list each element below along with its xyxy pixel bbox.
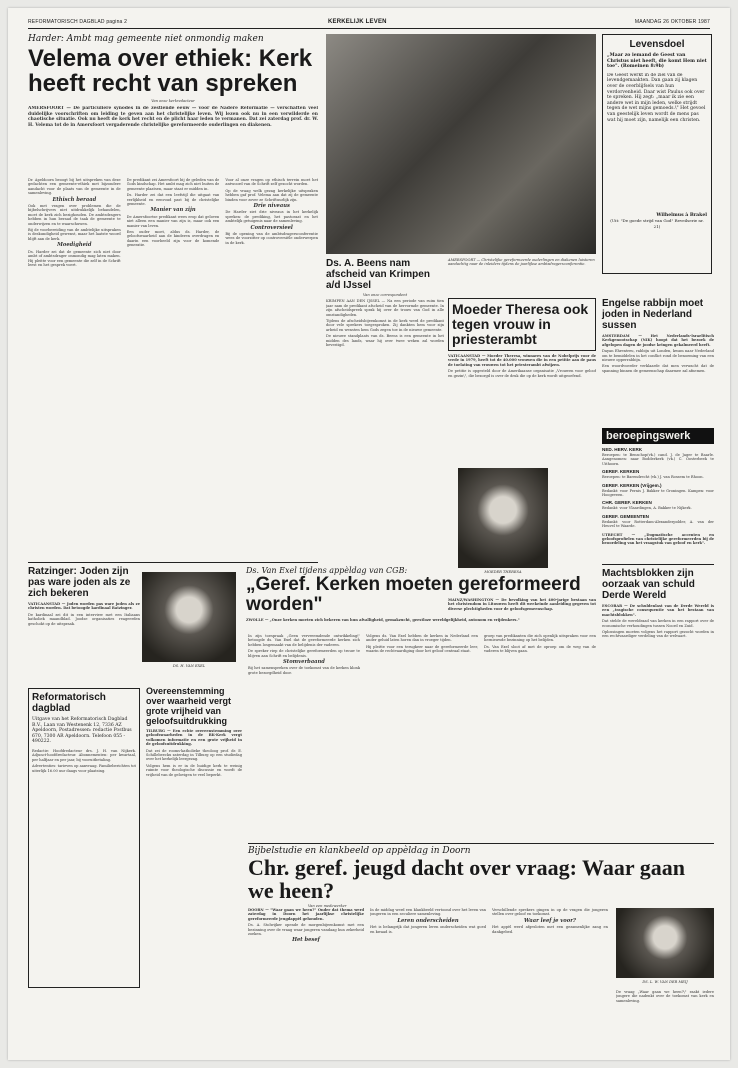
bijbelstudie-subhead-2: Leren onderscheiden	[397, 917, 459, 924]
bijbelstudie-kicker: Bijbelstudie en klankbeeld op appèldag in Doorn	[248, 846, 471, 856]
beroep-group-3-head: GEREF. KERKEN (Vrijgem.)	[602, 482, 662, 488]
refdag-colofon	[28, 688, 140, 988]
vandermeij-body: De vraag „Waar gaan we heen?\" raakt iedere jongere die nadenkt over de toekomst van kerk en samenleving.	[616, 990, 714, 1003]
refdag-text: Uitgave van het Reformatorisch Dagblad B.V., Laan van Westenenk 12, 7336 AZ Apeldoorn, Postadressen: redactie Postbus 670, 7300 AR Apeldoorn. Telefoon 055 - 490222.	[32, 717, 132, 745]
lead-article	[28, 34, 318, 128]
beroep-group-1-head: NED. HERV. KERK	[602, 447, 643, 452]
beens-body: KRIMPEN AAN DEN IJSSEL — Na een periode van ruim tien jaar nam de predikant afscheid van de hervormde gemeente. In zijn afscheidspreek sprak hij over de trouw van God in alle omstandigheden. Tijdens de afscheidsbijeenkomst in de kerk werd de predikant door vele sprekers toegesproken. Zij dankten hem voor zijn arbeid en wensten hem Gods zegen toe in de nieuwe gemeente. De nieuwe standplaats van ds. Beens is een gemeente in het midden des lands, waar hij over twee weken zal worden bevestigd.	[326, 299, 444, 348]
beroepingswerk	[602, 428, 714, 546]
machtsblok-article	[602, 568, 714, 714]
bijbelstudie-subhead-3: Waar leef je voor?	[524, 917, 576, 924]
bijbelstudie-headline: Chr. geref. jeugd dacht over vraag: Waar gaan we heen?	[248, 855, 685, 903]
lead-subhead-3: Manier van zijn	[150, 207, 196, 214]
masthead-date: MAANDAG 26 OKTOBER 1987	[634, 19, 710, 25]
bijbelstudie-col-3: Verschillende sprekers gingen in op de vragen die jongeren stellen over geloof en toekomst. Waar leef je voor? Het appèl werd afgesloten met een gezamenlijke zang en dankgebed.	[492, 908, 608, 934]
machtsblok-headline: Machtsblokken zijn oorzaak van schuld Derde Wereld	[602, 568, 695, 601]
theresa-caption: MOEDER THERESA	[484, 570, 522, 574]
theresa-headline: Moeder Theresa ook tegen vrouw in priesterambt	[452, 301, 589, 347]
levensdoel-title: Levensdoel	[629, 39, 685, 50]
overeenstemming-headline: Overeenstemming over waarheid vergt grote vrijheid van geloofsuitdrukking	[146, 686, 232, 726]
theresa-body: VATICAANSTAD — Moeder Theresa, winnares van de Nobelprijs voor de vrede in 1979, heeft tot de 40.000 vrouwen die in een petitie aan de paus de toelating van vrouwen tot het priesterambt afwijzen. De petitie is opgesteld door de Amerikaanse organisatie „Vrouwen voor geloof en gezin\", die bezorgd is over de druk die op de kerk wordt uitgeoefend.	[448, 354, 596, 378]
newspaper-page	[8, 8, 730, 1060]
overeenstemming-article	[146, 686, 242, 1029]
beroep-group-2-text: Beroepen: te Barendrecht (vk.) J. van Rossem te Rhoon.	[602, 475, 704, 480]
vanexel-subhead: Stomverbaand	[283, 659, 325, 666]
levensdoel-body: De Geest werkt in de ziel van de levendgemaakten. Dan gaan zij klagen over de overblijfsels van hun verdorvenheid. Daar wist Paulus ook over te spreken. Hij zegt: „maar ik zie een andere wet in mijn leden, welke strijdt tegen de wet mijns gemoeds.\" Het gevoel van geestelijk leven wordt de mens pas wat hij moet zijn, namelijk een christen.	[607, 72, 706, 123]
ratzinger-body: VATICAANSTAD — Joden worden pas ware joden als ze christen worden. Dat betoogde kardinaal Ratzinger. De kardinaal zei dit in een interview met een Italiaans katholiek maandblad. Joodse organisaties reageerden geschokt op de uitspraak.	[28, 602, 140, 626]
bijbelstudie-byline: Van een medewerker	[308, 904, 347, 908]
ratzinger-dateline: VATICAANSTAD — Joden worden pas ware joden als ze christen worden. Dat betoogde kardinaal Ratzinger.	[28, 602, 140, 611]
refdag-fine-print: Redactie: Hoofdredacteur drs. J. H. van Nijkerk. Adjunct-hoofdredacteur. Abonnementen: per kwartaal, per halfjaar en per jaar, bij vooruitbetaling. Advertenties: tarieven op aanvraag. Familieberichten tot uiterlijk 16.00 uur daags voor plaatsing.	[32, 748, 136, 773]
beroep-group-4-text: Bedankt: voor Vlaardingen, A. Bakker te Nijkerk.	[602, 506, 692, 511]
ratzinger-rule	[28, 562, 318, 563]
levensdoel-box	[602, 34, 712, 274]
beroep-group-2-head: GEREF. KERKEN	[602, 469, 640, 475]
vanexel-col-2: Volgens ds. Van Exel hebben de kerken in Nederland een ander geluid laten horen dan in vroeger tijden. Hij pleitte voor een terugkeer naar de gereformeerde leer, waarin de rechtvaardiging door het geloof centraal staat.	[366, 634, 478, 654]
beens-headline: Ds. A. Beens nam afscheid van Krimpen a/d IJssel	[326, 258, 430, 291]
theresa-article	[448, 298, 596, 574]
lead-kicker: Harder: Ambt mag gemeente niet onmondig maken	[28, 34, 264, 44]
mainz-body: MAINZ/WASHINGTON — De bevolking van het 400-jarige bestaan van het christendom in Litouwen heeft dit weekeinde aanleiding gegeven tot diverse plechtigheden voor de geloofsgemeenschap.	[448, 598, 596, 611]
lead-col-2: De predikant zei Amersfoort bij de geleden van de Gods kindschap. Het ambt mag zich niet buiten de gemeente plaatsen, maar staat er midden in. Ds. Harder zei dat een leefstijl die uitgaat van eerlijkheid en eenvoud past bij de christelijke gemeente. Manier van zijn De Amersfoortse predikant wees erop dat geloven niet alleen een manier van zijn is, maar ook een manier van leven. Een ouder moet, aldus ds. Harder, de geloofswaarheid aan de kinderen overdragen en daarin een voorbeeld zijn voor de komende generatie.	[126, 178, 220, 248]
beroep-note: UTRECHT — „Dogmatische accenten en geloofsprofielen van christelijke gereformeerden bij de beoordeling van het vraagstuk van geloof en kerk".	[602, 532, 714, 546]
beroep-group-5-head: GEREF. GEMEENTEN	[602, 513, 649, 519]
refdag-title: Reformatorisch dagblad	[32, 692, 106, 714]
mainz-article	[448, 598, 596, 668]
beroep-group-5-text: Bedankt: voor Rotterdam-Alexanderpolder, A. van der Heuvel te Waarde.	[602, 519, 714, 529]
bijbelstudie-col-1: DOORN — "Waar gaan we heen?" Onder dat thema werd zaterdag in Doorn het jaarlijkse christelijke gereformeerde jeugdappèl gehouden. Ds. A. Stolwijker opende de morgenbijeenkomst met een bezinning over de vraag waar jongeren vandaag hun zekerheid zoeken. Het besef	[248, 908, 364, 944]
bijbelstudie-body	[248, 908, 608, 1048]
bijbelstudie-article	[248, 846, 714, 910]
beroep-group-3-text: Bedankt: voor Pernis J. Bakker te Groningen. Kampen: voor Hoogeveen.	[602, 488, 714, 498]
bijbelstudie-subhead-1: Het besef	[292, 937, 320, 944]
ratzinger-headline: Ratzinger: Joden zijn pas ware joden als ze zich bekeren	[28, 566, 131, 599]
bijbelstudie-col-2: In de middag werd een klankbeeld vertoond over het leven van jongeren in een seculiere samenleving. Leren onderscheiden Het is belangrijk dat jongeren leren onderscheiden wat goed en kwaad is.	[370, 908, 486, 934]
machtsblok-body: ESCOBAR — De schuldenlast van de Derde Wereld is een „tragische consequentie van het bestaan van machtsblokken". Dat stelde de wereldraad van kerken in een rapport over de economische verhoudingen tussen Noord en Zuid. Oplossingen moeten volgens het rapport gezocht worden in een rechtvaardiger verdeling van de welvaart.	[602, 604, 714, 639]
vanexel-kicker: Ds. Van Exel tijdens appèldag van CGB:	[246, 566, 408, 575]
vanexel-col-1: In zijn toespraak „Geen vervreemdende ontwikkeling\" betoogde ds. Van Exel dat de gereformeerde kerken zich hebben losgemaakt van de belijdenis der vaderen. De spreker riep de christelijke gereformeerden op trouw te blijven aan Schrift en belijdenis. Stomverbaand Bij het samenspreken over de toekomst van de kerken klonk grote bezorgdheid door.	[248, 634, 360, 675]
levensdoel-source: (Uit: "De goede strijd van God" Reveilserie nr. 21)	[610, 218, 704, 229]
theresa-dateline: VATICAANSTAD — Moeder Theresa, winnares van de Nobelprijs voor de vrede in 1979, heeft tot de 40.000 vrouwen die in een petitie aan de paus de toelating van vrouwen tot het priesterambt afwijzen.	[448, 354, 596, 367]
vandermeij-photo	[616, 908, 714, 978]
bijbelstudie-rule	[248, 843, 714, 844]
lead-headline: Velema over ethiek: Kerk heeft recht van spreken	[28, 45, 313, 97]
vandermeij-caption: DS. L. W. VAN DER MEIJ	[642, 980, 688, 984]
theresa-photo	[458, 468, 548, 568]
vanexel-caption: DS. H. VAN EXEL	[172, 664, 206, 668]
machtsblok-dateline: ESCOBAR — De schuldenlast van de Derde Wereld is een „tragische consequentie van het bestaan van machtsblokken".	[602, 604, 714, 617]
lead-body	[28, 178, 318, 558]
beroep-group-4-head: CHR. GEREF. KERKEN	[602, 500, 652, 506]
masthead-left: REFORMATORISCH DAGBLAD pagina 2	[28, 19, 128, 25]
masthead-section: KERKELIJK LEVEN	[328, 19, 387, 25]
lead-intro: AMERSFOORT — De particuliere synodes in de zestiende eeuw — voor de Nadere Reformatie — verschaften veel duidelijke voorschriften om leiding te geven aan het christelijke leven. Wij lezen ook nu in een verwilderde en chaotische situatie. Ook nu heeft de kerk het recht en de plicht haar leden te vermanen. Dat zei zaterdag prof. dr. W. H. Velema tot de in Amersfoort vergaderende christelijke gereformeerde ouderlingen en diakenen.	[28, 106, 318, 128]
page-masthead	[28, 18, 710, 29]
vanexel-dateline: ZWOLLE — „Onze kerken moeten zich bekeren van hun afvalligheid, gemakzucht, geestloze wereldgelijkheid, autonom en vrijdenkers."	[246, 618, 520, 622]
lead-subhead-4: Drie niveaus	[253, 203, 290, 210]
levensdoel-signature: Wilhelmus à Brakel	[656, 212, 707, 218]
vanexel-col-3: groep van predikanten die zich openlijk uitspraken voor een hernieuwde bezinning op het belijden. Ds. Van Exel sloot af met de oproep om de weg van de vaderen te blijven gaan.	[484, 634, 596, 654]
beens-article	[326, 258, 444, 499]
rabbijn-headline: Engelse rabbijn moet joden in Nederland sussen	[602, 298, 704, 331]
levensdoel-quote: „Maar zo iemand de Geest van Christus niet heeft, die komt Hem niet toe". (Romeinen 8:9b)	[607, 53, 707, 70]
beroep-group-1-text: Beroepen: te Benschop(vk.) cand. J. de Jager te Baarle. Aangenomen: naar Bodderkerk (vk.) C. Oosterbeek te Uithoorn.	[602, 453, 714, 466]
overeenstemming-dateline: TILBURG — Een echte overeenstemming over geloofswaarheden in de RK-Kerk vergt volkomen informatie en een grote vrijheid in de geloofsuitdrukking.	[146, 729, 242, 747]
lead-subhead-1: Ethisch beraad	[52, 196, 97, 203]
vanexel-headline: „Geref. Kerken moeten gereformeerd worden"	[246, 574, 581, 615]
bijbelstudie-dateline: DOORN — "Waar gaan we heen?" Onder dat thema werd zaterdag in Doorn het jaarlijkse christelijke gereformeerde jeugdappèl gehouden.	[248, 908, 364, 921]
beroepingswerk-title: beroepingswerk	[602, 428, 714, 444]
lead-col-3: Voor al onze vragen op ethisch terrein moet het antwoord van de Schrift zelf gezocht worden. Op de vraag welk gezag kerkelijke uitspraken hebben gaf prof. Velema aan dat zij de gemeente binden voor zover ze Schriftuurlijk zijn. Drie niveaus De Harder ziet drie niveaus in het kerkelijk spreken: de prediking, het pastoraat en het ambtelijk getuigenis naar de samenleving. Controversieel Bij de opening van de ambtsdragersconferentie wees de voorzitter op controversiële onderwerpen in de kerk.	[225, 178, 319, 245]
rabbijn-body: AMSTERDAM — Het Nederlands-Israelitisch Kerkgenootschap (NIK) hoopt dat het bezoek de afgelopen dagen de joodse kringen gekalmeerd heeft. Dayan Ehrentreu, rabbijn uit Londen, kwam naar Nederland om te bemiddelen in het conflict rond de benoeming van een nieuwe opperrabbijn. Een woordvoerder verklaarde dat men verwacht dat de spanning binnen de gemeenschap daarmee zal afnemen.	[602, 334, 714, 373]
vanexel-photo	[142, 572, 236, 662]
beens-byline: Van onze correspondent	[362, 293, 408, 297]
lead-subhead-2: Moedigheid	[57, 242, 92, 249]
machtsblok-rule	[602, 564, 714, 565]
lead-col-1: Dr. Apeldoorn beoogt bij het uitspreken van deze gedachten een gemeente-ethiek met bijzondere aandacht voor de plaats van de gemeente in de samenleving. Ethisch beraad Ook met vragen over problemen die de bijbelschrijvers niet uitdrukkelijk behandelen, moet de kerk zich bezighouden. De ambtsdragers hebben in hun beraad de taak de gemeente te onderwijzen en te waarschuwen. Bij de voorbereiding van de ambtelijke uitspraken is deskundigheid gewenst, maar het laatste woord blijft aan de kerk. Moedigheid Ds. Harder zei dat de gemeente zich niet door ambt of ambtsdrager onmondig mag laten maken. Hij pleitte voor een gemeente die zelf in de Schrift leest en het gesprek voert.	[28, 178, 121, 267]
lead-subhead-5: Controversieel	[250, 224, 293, 231]
lead-byline: Van onze kerkredacteur	[151, 99, 195, 103]
top-photo-caption: AMERSFOORT — Christelijke gereformeerde ouderlingen en diakenen luisteren aandachtig naar de inleiders tijdens de jaarlijkse ambtsdragersconferentie.	[448, 258, 595, 267]
rabbijn-dateline: AMSTERDAM — Het Nederlands-Israelitisch Kerkgenootschap (NIK) hoopt dat het bezoek de afgelopen dagen de joodse kringen gekalmeerd heeft.	[602, 334, 714, 347]
ambtsdragers-photo	[326, 34, 596, 254]
overeenstemming-body: TILBURG — Een echte overeenstemming over geloofswaarheden in de RK-Kerk vergt volkomen informatie en een grote vrijheid in de geloofsuitdrukking. Dat zei de rooms-katholieke theoloog prof. dr. E. Schillebeeckx zaterdag in Tilburg op een studiedag over het kerkelijk leergezag. Volgens hem is er in de huidige kerk te weinig ruimte voor theologische discussie en wordt de vrijheid van de gelovigen te veel beperkt.	[146, 729, 242, 777]
